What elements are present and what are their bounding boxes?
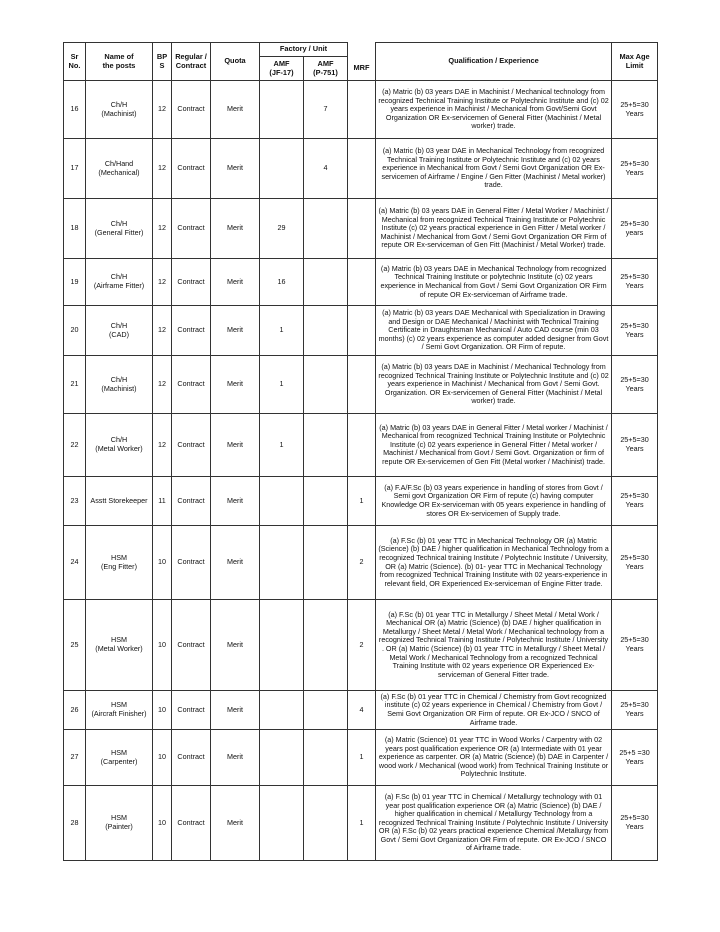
max-age-cell [612,730,658,786]
quota-cell: Merit [211,356,260,414]
max-age-cell [612,414,658,477]
amf-jf17-count-cell: 1 [260,356,304,414]
table-row [64,691,658,730]
header-quota: Quota [211,43,260,81]
employment-type-cell: Contract [172,477,211,526]
post-title: Ch/H [110,218,128,228]
max-age-value: 25+5=30 [620,218,649,228]
post-name-cell [86,356,153,414]
bps-cell: 12 [153,414,172,477]
amf-jf17-count-cell [260,81,304,139]
header-mrf: MRF [348,57,376,81]
post-title: Ch/H [110,99,128,109]
max-age-cell [612,139,658,199]
bps-cell: 10 [153,600,172,691]
amf-p751-count-cell [304,730,348,786]
post-specialty: (Painter) [105,822,133,831]
bps-cell: 12 [153,81,172,139]
post-name-cell [86,600,153,691]
post-title: Ch/H [110,320,128,330]
qualification-cell: (a) Matric (b) 03 years DAE in Mechanical Technology from recognized Technical Training Institute or polytechnic Institute (c) 02 years experience in Mechanical from Govt / Semi Govt Organization OR Firm of repute OR Ex-serviceman of Airframe trade. [376,259,612,306]
serial-number-cell: 26 [64,691,86,730]
qualification-cell: (a) Matric (b) 03 years DAE in General Fitter / Metal Worker / Machinist / Mechanical from recognized Technical Training Institute or Polytechnic Institute (c) 02 years practical experience in Gen Fitter / Metal worker / Machinist / Mechanical from Govt / Semi Govt Organization OR Firm of repute OR Ex-serviceman of Gen Fitt (Machinist / Metal Worker) trade. [376,199,612,259]
post-name-cell [86,306,153,356]
max-age-unit: Years [625,644,644,653]
post-specialty: (Metal Worker) [95,644,143,653]
max-age-unit: Years [625,329,644,339]
post-specialty: (General Fitter) [94,227,144,237]
max-age-value: 25+5=30 [620,813,649,823]
post-title: Ch/H [110,272,128,282]
bps-cell: 12 [153,259,172,306]
qualification-cell: (a) F.Sc (b) 01 year TTC in Mechanical Technology OR (a) Matric (Science) (b) DAE / higher qualification in Mechanical Technology from a recognized Technical training Institute / Polytechnic Institute / University, OR (a) Matric (Science). (b) 01- year TTC in Mechanical Technology from recognized Technical Training Institute with 02 years-experience in relevant field, OR Experienced Ex-serviceman of Engine Fitter trade. [376,526,612,600]
serial-number-cell: 25 [64,600,86,691]
max-age-value: 25+5=30 [620,491,649,501]
amf-p751-count-cell: 7 [304,81,348,139]
max-age-value: 25+5=30 [620,635,649,645]
post-specialty: (Airframe Fitter) [93,281,145,290]
max-age-unit: years [625,227,644,237]
amf-p751-count-cell [304,414,348,477]
header-max-age: Max Age Limit [612,43,658,81]
post-title: HSM [111,813,127,823]
max-age-value: 25+5=30 [620,99,649,109]
mrf-count-cell: 1 [348,477,376,526]
mrf-count-cell [348,199,376,259]
max-age-cell [612,199,658,259]
table-row [64,414,658,477]
employment-type-cell: Contract [172,600,211,691]
table-header [64,43,658,81]
max-age-cell [612,477,658,526]
employment-type-cell: Contract [172,139,211,199]
max-age-unit: Years [625,167,644,177]
header-amf-p751: AMF (P-751) [304,57,348,81]
table-row [64,259,658,306]
table-row [64,306,658,356]
mrf-count-cell: 2 [348,600,376,691]
employment-type-cell: Contract [172,691,211,730]
post-name-cell [86,691,153,730]
post-specialty: (CAD) [109,329,129,339]
amf-jf17-count-cell [260,526,304,600]
quota-cell: Merit [211,81,260,139]
max-age-cell [612,786,658,861]
max-age-unit: Years [625,756,644,766]
post-specialty: (Carpenter) [100,756,138,766]
post-specialty: (Machinist) [101,383,137,393]
serial-number-cell: 18 [64,199,86,259]
qualification-cell: (a) F.Sc (b) 01 year TTC in Chemical / Chemistry from Govt recognized institute (c) 02 years experience in Chemical / Chemistry from Govt / Semi Govt Organization OR Firm of repute. OR Ex-JCO / SNCO of Airframe trade. [376,691,612,730]
table-row [64,730,658,786]
post-title: HSM [111,700,127,710]
post-title: Ch/H [110,435,128,445]
max-age-unit: Years [625,281,644,290]
amf-jf17-count-cell: 16 [260,259,304,306]
amf-jf17-count-cell: 1 [260,306,304,356]
post-name-cell [86,139,153,199]
qualification-cell: (a) Matric (b) 03 years DAE in Machinist / Mechanical Technology from recognized Technical Training Institute or Polytechnic Institute and (c) 02 years experience in Machinist / Mechanical from Govt / Semi Govt. Organization. OR Ex-servicemen of General Fitter (Machinist / Metal worker) trade. [376,356,612,414]
max-age-unit: Years [625,444,644,453]
quota-cell: Merit [211,730,260,786]
mrf-count-cell [348,356,376,414]
qualification-cell: (a) F.A/F.Sc (b) 03 years experience in handling of stores from Govt / Semi govt Organization OR Firm of repute (c) having computer Knowledge OR Ex-serviceman with 05 years experience in handling of stores OR Ex-servicemen of Supply trade. [376,477,612,526]
employment-type-cell: Contract [172,356,211,414]
max-age-unit: Years [625,500,644,509]
amf-p751-count-cell [304,786,348,861]
serial-number-cell: 20 [64,306,86,356]
amf-p751-count-cell [304,306,348,356]
bps-cell: 10 [153,786,172,861]
post-name-cell [86,414,153,477]
max-age-cell [612,356,658,414]
table-row [64,526,658,600]
employment-type-cell: Contract [172,526,211,600]
amf-p751-count-cell [304,259,348,306]
qualification-cell: (a) Matric (Science) 01 year TTC in Wood Works / Carpentry with 02 years post qualification experience OR (a) Intermediate with 01 year experience as carpenter. OR (a) Matric (Science) (b) DAE in Carpenter / wood work / Mechanical (wood work) from Technical Training Institute or Polytechnic Institute. [376,730,612,786]
table-row [64,477,658,526]
max-age-value: 25+5 =30 [619,747,650,757]
max-age-cell [612,81,658,139]
header-post-name: Name of the posts [86,43,153,81]
amf-p751-count-cell: 4 [304,139,348,199]
quota-cell: Merit [211,786,260,861]
max-age-value: 25+5=30 [620,435,649,445]
post-specialty: (Mechanical) [98,167,140,177]
employment-type-cell: Contract [172,414,211,477]
header-bps: BP S [153,43,172,81]
max-age-cell [612,306,658,356]
amf-p751-count-cell [304,199,348,259]
qualification-cell: (a) F.Sc (b) 01 year TTC in Chemical / Metallurgy technology with 01 year post qualification experience OR (a) Matric (Science) (b) DAE / higher qualification in chemical / Metallurgy Technology from a recognized Technical Training Institute / Polytechnic Institute / University OR (a) F.Sc (b) 02 years practical experience Chemical /Metallurgy from Govt / Semi Govt Organization OR Firm of repute. OR Ex-JCO / SNCO of Airframe trade. [376,786,612,861]
post-name-cell [86,786,153,861]
post-specialty: (Machinist) [101,108,137,118]
quota-cell: Merit [211,414,260,477]
amf-jf17-count-cell: 29 [260,199,304,259]
qualification-cell: (a) Matric (b) 03 years DAE in Machinist / Mechanical technology from recognized Technical Training Institute or Polytechnic Institute and (c) 02 years experience in Machinist / Mechanical from Govt/Semi Govt Organization OR Ex-servicemen of General Fitter (Machinist / Metal worker) trade. [376,81,612,139]
quota-cell: Merit [211,526,260,600]
header-regular-contract: Regular / Contract [172,43,211,81]
table-row [64,139,658,199]
qualification-cell: (a) Matric (b) 03 years DAE Mechanical with Specialization in Drawing and Design or DAE Mechanical / Machinist with Technical Training Certificate in Draughtsman Mechanical / Auto CAD course (min 03 months) (c) 02 years experience as computer added designer from Govt / Semi Govt Organization. OR Firm of repute. [376,306,612,356]
post-name-cell [86,477,153,526]
mrf-count-cell: 4 [348,691,376,730]
serial-number-cell: 24 [64,526,86,600]
amf-jf17-count-cell [260,691,304,730]
table-body [64,81,658,861]
max-age-value: 25+5=30 [620,272,649,282]
max-age-unit: Years [625,383,644,393]
amf-p751-count-cell [304,691,348,730]
qualification-cell: (a) Matric (b) 03 years DAE in General Fitter / Metal worker / Machinist / Mechanical from recognized Technical Training Institute or Polytechnic Institute (c) 02 years experience in General Fitter / Metal worker / Machinist / Mechanical from Govt / Semi Govt. Organization or firm of repute OR Ex-servicemen of Gen Fitt (Metal worker / Machinist) trade. [376,414,612,477]
post-specialty: (Aircraft Finisher) [91,709,147,718]
amf-jf17-count-cell: 1 [260,414,304,477]
max-age-cell [612,691,658,730]
post-title: Asstt Storekeeper [90,495,148,505]
post-title: Ch/Hand [104,158,134,168]
amf-jf17-count-cell [260,786,304,861]
mrf-count-cell: 1 [348,730,376,786]
employment-type-cell: Contract [172,81,211,139]
bps-cell: 10 [153,526,172,600]
serial-number-cell: 22 [64,414,86,477]
serial-number-cell: 17 [64,139,86,199]
header-amf-jf17: AMF (JF-17) [260,57,304,81]
amf-jf17-count-cell [260,477,304,526]
table-row [64,786,658,861]
employment-type-cell: Contract [172,786,211,861]
max-age-value: 25+5=30 [620,158,649,168]
table-row [64,81,658,139]
table-row [64,199,658,259]
qualification-cell: (a) Matric (b) 03 year DAE in Mechanical Technology from recognized Technical Training Institute or Polytechnic Institute and (c) 02 years experience in Mechanical from Govt / Semi Govt Organization OR Ex-servicemen of Airframe / Engine / Gen Fitter (Machinist / Metal worker) trade. [376,139,612,199]
post-name-cell [86,81,153,139]
mrf-count-cell: 2 [348,526,376,600]
quota-cell: Merit [211,477,260,526]
header-factory-unit: Factory / Unit [260,43,348,57]
max-age-value: 25+5=30 [620,552,649,562]
employment-type-cell: Contract [172,306,211,356]
max-age-cell [612,526,658,600]
header-mrf-top [348,43,376,57]
post-name-cell [86,199,153,259]
quota-cell: Merit [211,259,260,306]
amf-jf17-count-cell [260,139,304,199]
serial-number-cell: 19 [64,259,86,306]
bps-cell: 10 [153,691,172,730]
post-name-cell [86,259,153,306]
amf-p751-count-cell [304,477,348,526]
employment-type-cell: Contract [172,259,211,306]
header-sr: Sr No. [64,43,86,81]
quota-cell: Merit [211,306,260,356]
amf-p751-count-cell [304,356,348,414]
post-specialty: (Metal Worker) [95,444,143,453]
post-title: Ch/H [110,374,128,384]
bps-cell: 12 [153,306,172,356]
amf-p751-count-cell [304,600,348,691]
max-age-value: 25+5=30 [620,700,649,710]
max-age-unit: Years [625,108,644,118]
max-age-cell [612,600,658,691]
serial-number-cell: 28 [64,786,86,861]
table-row [64,600,658,691]
mrf-count-cell: 1 [348,786,376,861]
quota-cell: Merit [211,691,260,730]
mrf-count-cell [348,81,376,139]
post-title: HSM [111,635,127,645]
max-age-value: 25+5=30 [620,320,649,330]
bps-cell: 12 [153,139,172,199]
post-specialty: (Eng Fitter) [101,561,137,571]
mrf-count-cell [348,139,376,199]
employment-type-cell: Contract [172,199,211,259]
max-age-unit: Years [625,709,644,718]
quota-cell: Merit [211,199,260,259]
mrf-count-cell [348,259,376,306]
amf-p751-count-cell [304,526,348,600]
post-title: HSM [111,552,127,562]
quota-cell: Merit [211,139,260,199]
mrf-count-cell [348,306,376,356]
employment-type-cell: Contract [172,730,211,786]
qualification-cell: (a) F.Sc (b) 01 year TTC in Metallurgy / Sheet Metal / Metal Work / Mechanical OR (a) Matric (Science) (b) DAE / higher qualification in Metallurgy / Sheet Metal / Metal Work / Mechanical technology from a recognized Technical Training Institute / Polytechnic Institute / University . OR (a) Matric (Science) (b) 01 year TTC in Metallurgy / Sheet Metal / Metal Work / Mechanical Technology from a recognized Technical Training Institute with 02 years experience OR Experienced Ex-serviceman of General Fitter trade. [376,600,612,691]
max-age-unit: Years [625,822,644,831]
bps-cell: 11 [153,477,172,526]
serial-number-cell: 23 [64,477,86,526]
header-qualification: Qualification / Experience [376,43,612,81]
serial-number-cell: 16 [64,81,86,139]
amf-jf17-count-cell [260,600,304,691]
mrf-count-cell [348,414,376,477]
table-row [64,356,658,414]
recruitment-table [63,42,658,861]
max-age-cell [612,259,658,306]
max-age-unit: Years [625,561,644,571]
post-title: HSM [111,747,127,757]
bps-cell: 12 [153,356,172,414]
serial-number-cell: 27 [64,730,86,786]
post-name-cell [86,526,153,600]
bps-cell: 10 [153,730,172,786]
quota-cell: Merit [211,600,260,691]
max-age-value: 25+5=30 [620,374,649,384]
serial-number-cell: 21 [64,356,86,414]
bps-cell: 12 [153,199,172,259]
amf-jf17-count-cell [260,730,304,786]
post-name-cell [86,730,153,786]
